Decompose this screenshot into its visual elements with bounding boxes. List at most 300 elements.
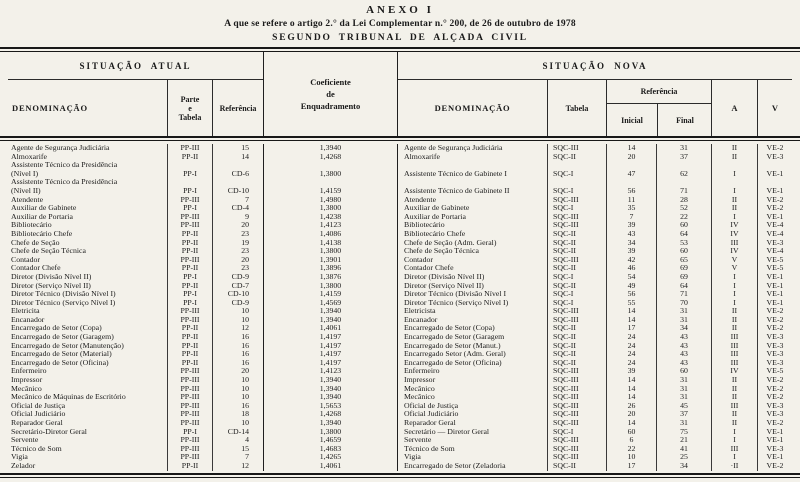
cell-a: II [711,153,757,162]
cell-v: VE-1 [757,453,792,462]
cell-final: 34 [656,462,711,471]
header-coef-line1: Coeficiente [310,77,351,87]
cell-denominacao-atual: Eletricita [11,307,40,316]
cell-referencia-atual: 16 [212,350,263,359]
cell-tabela-nova: SQC-III [547,393,606,402]
cell-referencia-atual: 16 [212,333,263,342]
cell-referencia-atual: 10 [212,419,263,428]
cell-denominacao-nova: Contador [404,255,434,264]
table-row [8,342,792,351]
cell-referencia-atual: 20 [212,256,263,265]
cell-referencia-atual: CD-9 [212,299,263,308]
cell-v: VE-5 [757,264,792,273]
cell-parte-tabela: PP-II [167,333,212,342]
cell-referencia-atual: 19 [212,239,263,248]
header-parte-line1: Parte [180,94,200,104]
cell-a: I [711,290,757,299]
cell-denominacao-nova: Servente [404,436,432,445]
cell-final: 53 [656,239,711,248]
header-denominacao-atual: DENOMINAÇÃO [12,103,88,113]
cell-final: 60 [656,247,711,256]
cell-denominacao-nova: Atendente [404,195,437,204]
cell-parte-tabela: PP-II [167,359,212,368]
cell-parte-tabela: PP-III [167,367,212,376]
header-situacao-atual: SITUAÇÃO ATUAL [8,52,263,80]
cell-denominacao-nova: Encarregado Setor (Adm. Geral) [404,350,506,359]
cell-coeficiente: 1,3940 [263,307,398,316]
cell-denominacao-nova: Reparador Geral [404,419,456,427]
cell-denominacao-atual: Encarregado de Setor (Manutenção) [11,341,124,350]
cell-denominacao-atual: Servente [11,436,39,445]
cell-denominacao-atual: Encarregado de Setor (Material) [11,350,112,359]
cell-v: VE-2 [757,316,792,325]
cell-referencia-atual: CD-9 [212,273,263,282]
cell-parte-tabela: PP-I [167,187,212,196]
cell-parte-tabela: PP-II [167,350,212,359]
cell-tabela-nova: SQC-I [547,204,606,213]
cell-a: I [711,436,757,445]
cell-a: II [711,144,757,153]
cell-denominacao-atual: Diretor (Divisão Nível II) [11,272,92,281]
cell-inicial: 14 [606,307,656,316]
cell-v: VE-3 [757,342,792,351]
cell-tabela-nova: SQC-II [547,239,606,248]
table-body [8,141,792,473]
table-row [8,393,792,402]
cell-denominacao-atual: Encarregado de Setor (Garagem) [11,333,114,342]
cell-parte-tabela [167,178,212,187]
cell-referencia-atual: CD-10 [212,290,263,299]
cell-v: VE-1 [757,290,792,299]
cell-final: 43 [656,333,711,342]
cell-coeficiente: 1,4061 [263,462,398,471]
cell-tabela-nova: SQC-II [547,324,606,333]
cell-v: VE-2 [757,307,792,316]
cell-v: VE-1 [757,213,792,222]
table-row [8,445,792,454]
cell-a: II [711,196,757,205]
cell-denominacao-nova: Auxiliar de Portaria [404,212,466,221]
cell-v: VE-3 [757,359,792,368]
cell-coeficiente: 1,3800 [263,247,398,256]
cell-inicial: 56 [606,290,656,299]
cell-a: I [711,213,757,222]
table-row [8,264,792,273]
table-row [8,307,792,316]
cell-coeficiente: 1,3800 [263,282,398,291]
cell-a: IV [711,221,757,230]
cell-final: 31 [656,376,711,385]
cell-denominacao-nova [398,178,547,187]
table-row [8,299,792,308]
cell-coeficiente: 1,4159 [263,187,398,196]
header-final: Final [657,104,712,136]
table-row [8,239,792,248]
table-row [8,316,792,325]
cell-coeficiente: 1,3940 [263,316,398,325]
table-row [8,153,792,162]
cell-denominacao-nova: Diretor (Serviço Nível II) [404,281,484,290]
cell-parte-tabela: PP-III [167,436,212,445]
cell-referencia-atual: 18 [212,410,263,419]
cell-final: 60 [656,221,711,230]
header-referencia-nova-group [606,80,711,136]
cell-denominacao-nova: Agente de Segurança Judiciária [404,144,503,152]
cell-tabela-nova [547,178,606,187]
cell-v: VE-3 [757,445,792,454]
cell-final [656,161,711,170]
cell-denominacao-nova: Encarregado de Setor (Oficina) [404,358,502,367]
cell-coeficiente: 1,3800 [263,428,398,437]
cell-final: 75 [656,428,711,437]
header-coef-line3: Enquadramento [300,101,361,111]
cell-a: I [711,170,757,179]
cell-denominacao-atual: Chefe de Seção [11,238,60,247]
table-row [8,256,792,265]
cell-tabela-nova: SQC-III [547,376,606,385]
cell-a: V [711,256,757,265]
cell-referencia-atual: 15 [212,445,263,454]
cell-denominacao-atual: Zelador [11,461,36,470]
cell-final: 71 [656,290,711,299]
table-row [8,178,792,187]
cell-coeficiente: 1,4197 [263,333,398,342]
table-row [8,402,792,411]
cell-v: VE-2 [757,393,792,402]
cell-referencia-atual: 12 [212,324,263,333]
cell-tabela-nova: SQC-I [547,290,606,299]
cell-final: 31 [656,385,711,394]
cell-referencia-atual: 10 [212,307,263,316]
cell-final: 34 [656,324,711,333]
header-parte-line3: Tabela [178,112,202,122]
cell-parte-tabela: PP-III [167,144,212,153]
cell-final [656,178,711,187]
cell-inicial: 34 [606,239,656,248]
cell-tabela-nova: SQC-I [547,170,606,179]
cell-a: IV [711,367,757,376]
table-row [8,144,792,153]
cell-inicial: 39 [606,221,656,230]
cell-tabela-nova: SQC-III [547,367,606,376]
cell-a: II [711,410,757,419]
cell-a: II [711,204,757,213]
cell-inicial: 6 [606,436,656,445]
cell-a: I [711,273,757,282]
anexo-table [8,52,792,473]
table-row [8,282,792,291]
cell-inicial: 20 [606,153,656,162]
cell-denominacao-atual: Assistente Técnico da Presidência [11,178,118,187]
cell-a: IV [711,230,757,239]
cell-parte-tabela: PP-I [167,170,212,179]
cell-a: ·II [711,462,757,471]
cell-denominacao-nova: Diretor (Divisão Nível II) [404,272,485,281]
header-v: V [757,80,792,136]
cell-referencia-atual: 10 [212,385,263,394]
cell-inicial: 11 [606,196,656,205]
cell-v [757,178,792,187]
cell-denominacao-nova: Encarregado de Setor (Copa) [404,324,495,333]
cell-referencia-atual: 16 [212,342,263,351]
cell-coeficiente [263,161,398,170]
cell-inicial: 14 [606,376,656,385]
cell-final: 64 [656,230,711,239]
cell-final: 31 [656,419,711,428]
cell-v: VE-2 [757,144,792,153]
cell-denominacao-atual: Chefe de Seção Técnica [11,247,86,256]
table-row [8,213,792,222]
cell-final: 45 [656,402,711,411]
cell-inicial: 7 [606,213,656,222]
cell-denominacao-atual: Mecânico [11,384,42,393]
cell-inicial: 39 [606,247,656,256]
cell-v: VE-2 [757,376,792,385]
cell-inicial: 14 [606,385,656,394]
cell-denominacao-atual: Agente de Segurança Judiciária [11,144,110,152]
table-row [8,419,792,428]
cell-parte-tabela: PP-I [167,290,212,299]
cell-referencia-atual: CD-10 [212,187,263,196]
cell-inicial: 14 [606,316,656,325]
header-coef-line2: de [326,89,335,99]
cell-parte-tabela: PP-III [167,221,212,230]
cell-denominacao-nova: Diretor Técnico (Serviço Nível I) [404,298,509,307]
reference-line: A que se refere o artigo 2.° da Lei Complementar n.° 200, de 26 de outubro de 1978 [224,19,576,29]
document-header [0,0,800,43]
cell-tabela-nova: SQC-III [547,410,606,419]
header-inicial: Inicial [621,115,643,125]
cell-coeficiente: 1,3940 [263,419,398,428]
cell-tabela-nova: SQC-III [547,213,606,222]
cell-denominacao-nova: Eletricista [404,307,436,316]
header-a: A [711,80,757,136]
cell-final: 28 [656,196,711,205]
cell-parte-tabela: PP-I [167,273,212,282]
cell-denominacao-nova: Bibliotecário Chefe [404,229,466,238]
cell-a: III [711,333,757,342]
cell-parte-tabela: PP-III [167,316,212,325]
header-referencia-atual: Referência [212,80,263,136]
cell-v: VE-1 [757,299,792,308]
table-row [8,273,792,282]
cell-denominacao-nova: Assistente Técnico de Gabinete II [404,186,510,195]
cell-final: 60 [656,367,711,376]
cell-parte-tabela: PP-III [167,453,212,462]
cell-inicial: 14 [606,419,656,428]
cell-coeficiente: 1,4086 [263,230,398,239]
cell-inicial: 39 [606,367,656,376]
cell-final: 22 [656,213,711,222]
cell-referencia-atual [212,178,263,187]
table-row [8,196,792,205]
cell-denominacao-nova: Encarregado de Setor (Manut.) [404,341,501,350]
cell-coeficiente: 1,4980 [263,196,398,205]
cell-final: 69 [656,264,711,273]
cell-v: VE-3 [757,410,792,419]
cell-final: 64 [656,282,711,291]
cell-v: VE-1 [757,273,792,282]
header-parte-line2: e [188,103,192,113]
cell-referencia-atual: 9 [212,213,263,222]
cell-a: III [711,402,757,411]
cell-a: II [711,393,757,402]
cell-a: I [711,428,757,437]
cell-tabela-nova: SQC-II [547,342,606,351]
cell-v: VE-5 [757,256,792,265]
cell-coeficiente: 1,4197 [263,342,398,351]
cell-denominacao-atual: Impressor [11,376,43,385]
table-row [8,290,792,299]
cell-parte-tabela: PP-III [167,445,212,454]
cell-denominacao-nova: Enfermeiro [404,367,440,376]
header-parte-e-tabela [167,80,212,136]
cell-denominacao-atual: Bibliotecário [11,221,52,230]
cell-tabela-nova: SQC-II [547,462,606,471]
table-row [8,410,792,419]
table-row [8,247,792,256]
cell-parte-tabela: PP-II [167,264,212,273]
cell-referencia-atual: 20 [212,221,263,230]
table-row [8,453,792,462]
cell-referencia-atual: 23 [212,247,263,256]
cell-denominacao-nova [398,161,547,170]
cell-coeficiente: 1,4569 [263,299,398,308]
cell-v: VE-4 [757,221,792,230]
table-row [8,359,792,368]
cell-inicial: 54 [606,273,656,282]
cell-parte-tabela: PP-II [167,324,212,333]
header-referencia-nova: Referência [607,80,711,104]
cell-parte-tabela: PP-I [167,428,212,437]
cell-a: I [711,299,757,308]
cell-final: 31 [656,307,711,316]
cell-coeficiente: 1,4159 [263,290,398,299]
cell-inicial: 17 [606,324,656,333]
cell-v: VE-1 [757,428,792,437]
cell-denominacao-nova: Auxiliar de Gabinete [404,204,470,213]
table-row [8,161,792,170]
header-coeficiente [263,52,398,136]
cell-denominacao-nova: Almoxarife [404,152,440,161]
cell-inicial: 42 [606,256,656,265]
cell-parte-tabela [167,161,212,170]
cell-coeficiente: 1,4138 [263,239,398,248]
cell-v [757,161,792,170]
cell-coeficiente: 1,4061 [263,324,398,333]
table-row [8,221,792,230]
cell-denominacao-atual: Auxiliar de Portaria [11,212,73,221]
cell-v: VE-1 [757,170,792,179]
table-row [8,385,792,394]
cell-tabela-nova: SQC-III [547,144,606,153]
cell-a: I [711,282,757,291]
cell-coeficiente [263,178,398,187]
cell-final: 21 [656,436,711,445]
cell-denominacao-nova: Diretor Técnico (Divisão Nível I [404,290,507,299]
cell-tabela-nova: SQC-III [547,196,606,205]
cell-v: VE-4 [757,230,792,239]
cell-v: VE-4 [757,247,792,256]
cell-final: 25 [656,453,711,462]
cell-a: III [711,239,757,248]
cell-tabela-nova: SQC-II [547,350,606,359]
cell-coeficiente: 1,4268 [263,153,398,162]
cell-parte-tabela: PP-II [167,282,212,291]
cell-final: 43 [656,359,711,368]
cell-inicial: 46 [606,264,656,273]
cell-denominacao-atual: (Nível II) [11,186,41,195]
cell-referencia-atual: 7 [212,196,263,205]
cell-a: I [711,453,757,462]
cell-inicial: 55 [606,299,656,308]
cell-tabela-nova: SQC-II [547,264,606,273]
table-row [8,367,792,376]
cell-tabela-nova: SQC-II [547,359,606,368]
cell-coeficiente: 1,3896 [263,264,398,273]
cell-final: 43 [656,350,711,359]
cell-a: II [711,316,757,325]
cell-coeficiente: 1,4265 [263,453,398,462]
table-row [8,350,792,359]
table-row [8,376,792,385]
cell-referencia-atual: 15 [212,144,263,153]
cell-denominacao-nova: Assistente Técnico de Gabinete I [404,169,507,178]
cell-coeficiente: 1,4659 [263,436,398,445]
cell-referencia-atual: 12 [212,462,263,471]
cell-coeficiente: 1,3800 [263,170,398,179]
cell-inicial: 17 [606,462,656,471]
cell-parte-tabela: PP-II [167,153,212,162]
cell-denominacao-atual: Mecânico de Máquinas de Escritório [11,393,126,402]
cell-v: VE-3 [757,333,792,342]
cell-parte-tabela: PP-III [167,196,212,205]
cell-a: V [711,264,757,273]
court-name: SEGUNDO TRIBUNAL DE ALÇADA CIVIL [272,33,528,43]
cell-denominacao-atual: Atendente [11,195,44,204]
cell-inicial: 47 [606,170,656,179]
table-row [8,428,792,437]
table-row [8,462,792,471]
cell-v: VE-2 [757,385,792,394]
cell-denominacao-atual: Encarregado de Setor (Oficina) [11,358,109,367]
cell-referencia-atual: CD-4 [212,204,263,213]
cell-denominacao-atual: Assistente Técnico da Presidência [11,161,118,170]
cell-v: VE-3 [757,153,792,162]
cell-denominacao-atual: Diretor (Serviço Nível II) [11,281,91,290]
cell-inicial [606,178,656,187]
cell-inicial [606,161,656,170]
cell-referencia-atual [212,161,263,170]
cell-final: 41 [656,445,711,454]
cell-parte-tabela: PP-III [167,376,212,385]
cell-denominacao-atual: Vigia [11,453,28,462]
cell-tabela-nova: SQC-III [547,221,606,230]
cell-final: 69 [656,273,711,282]
cell-denominacao-atual: Reparador Geral [11,419,63,427]
cell-tabela-nova: SQC-II [547,153,606,162]
cell-coeficiente: 1,4123 [263,221,398,230]
cell-tabela-nova: SQC-III [547,453,606,462]
cell-tabela-nova: SQC-I [547,187,606,196]
cell-denominacao-atual: Oficial de Justiça [11,401,66,410]
header-tabela: Tabela [547,80,606,136]
annex-title: ANEXO I [366,4,434,16]
cell-inicial: 24 [606,359,656,368]
cell-denominacao-atual: Encanador [11,315,45,324]
cell-denominacao-atual: (Nível I) [11,169,39,178]
cell-inicial: 14 [606,144,656,153]
